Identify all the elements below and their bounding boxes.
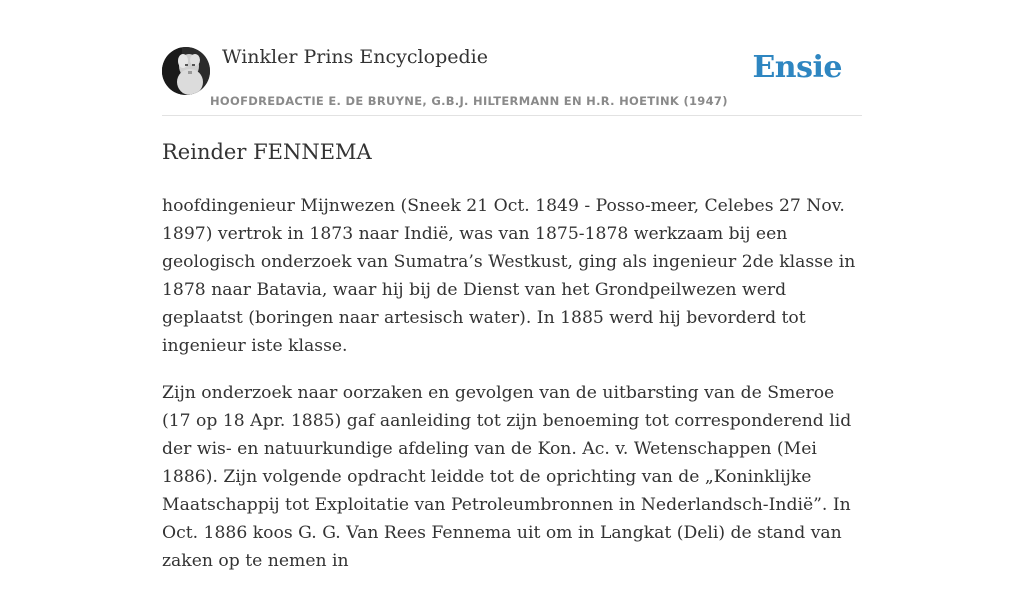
site-header [162, 0, 862, 116]
article-body [162, 192, 862, 594]
ensie-logo-link[interactable]: Ensie [752, 50, 842, 85]
publication-title: Winkler Prins Encyclopedie [222, 46, 488, 68]
editors-line: HOOFDREDACTIE E. DE BRUYNE, G.B.J. HILTERMANN EN H.R. HOETINK (1947) [210, 94, 728, 108]
page-container [162, 0, 862, 571]
portrait-avatar [162, 47, 210, 95]
portrait-icon [162, 47, 210, 95]
article-title: Reinder FENNEMA [162, 140, 372, 164]
article-paragraph: Zijn onderzoek naar oorzaken en gevolgen van de uitbarsting van de Smeroe (17 op 18 Apr. 1885) gaf aanleiding tot zijn benoeming tot corresponderend lid der wis- en natuurkundige afdeling van de Kon. Ac. v. Wetenschappen (Mei 1886). Zijn volgende opdracht leidde tot de oprichting van de „Koninklijke Maatschappij tot Exploitatie van Petroleumbronnen in Nederlandsch-Indië”. In Oct. 1886 koos G. G. Van Rees Fennema uit om in Langkat (Deli) de stand van zaken op te nemen in [162, 383, 852, 571]
article-paragraph: hoofdingenieur Mijnwezen (Sneek 21 Oct. 1849 - Posso-meer, Celebes 27 Nov. 1897) vertrok in 1873 naar Indië, was van 1875-1878 werkzaam bij een geologisch onderzoek van Sumatra’s Westkust, ging als ingenieur 2de klasse in 1878 naar Batavia, waar hij bij de Dienst van het Grondpeilwezen werd geplaatst (boringen naar artesisch water). In 1885 werd hij bevorderd tot ingenieur iste klasse. [162, 196, 856, 356]
